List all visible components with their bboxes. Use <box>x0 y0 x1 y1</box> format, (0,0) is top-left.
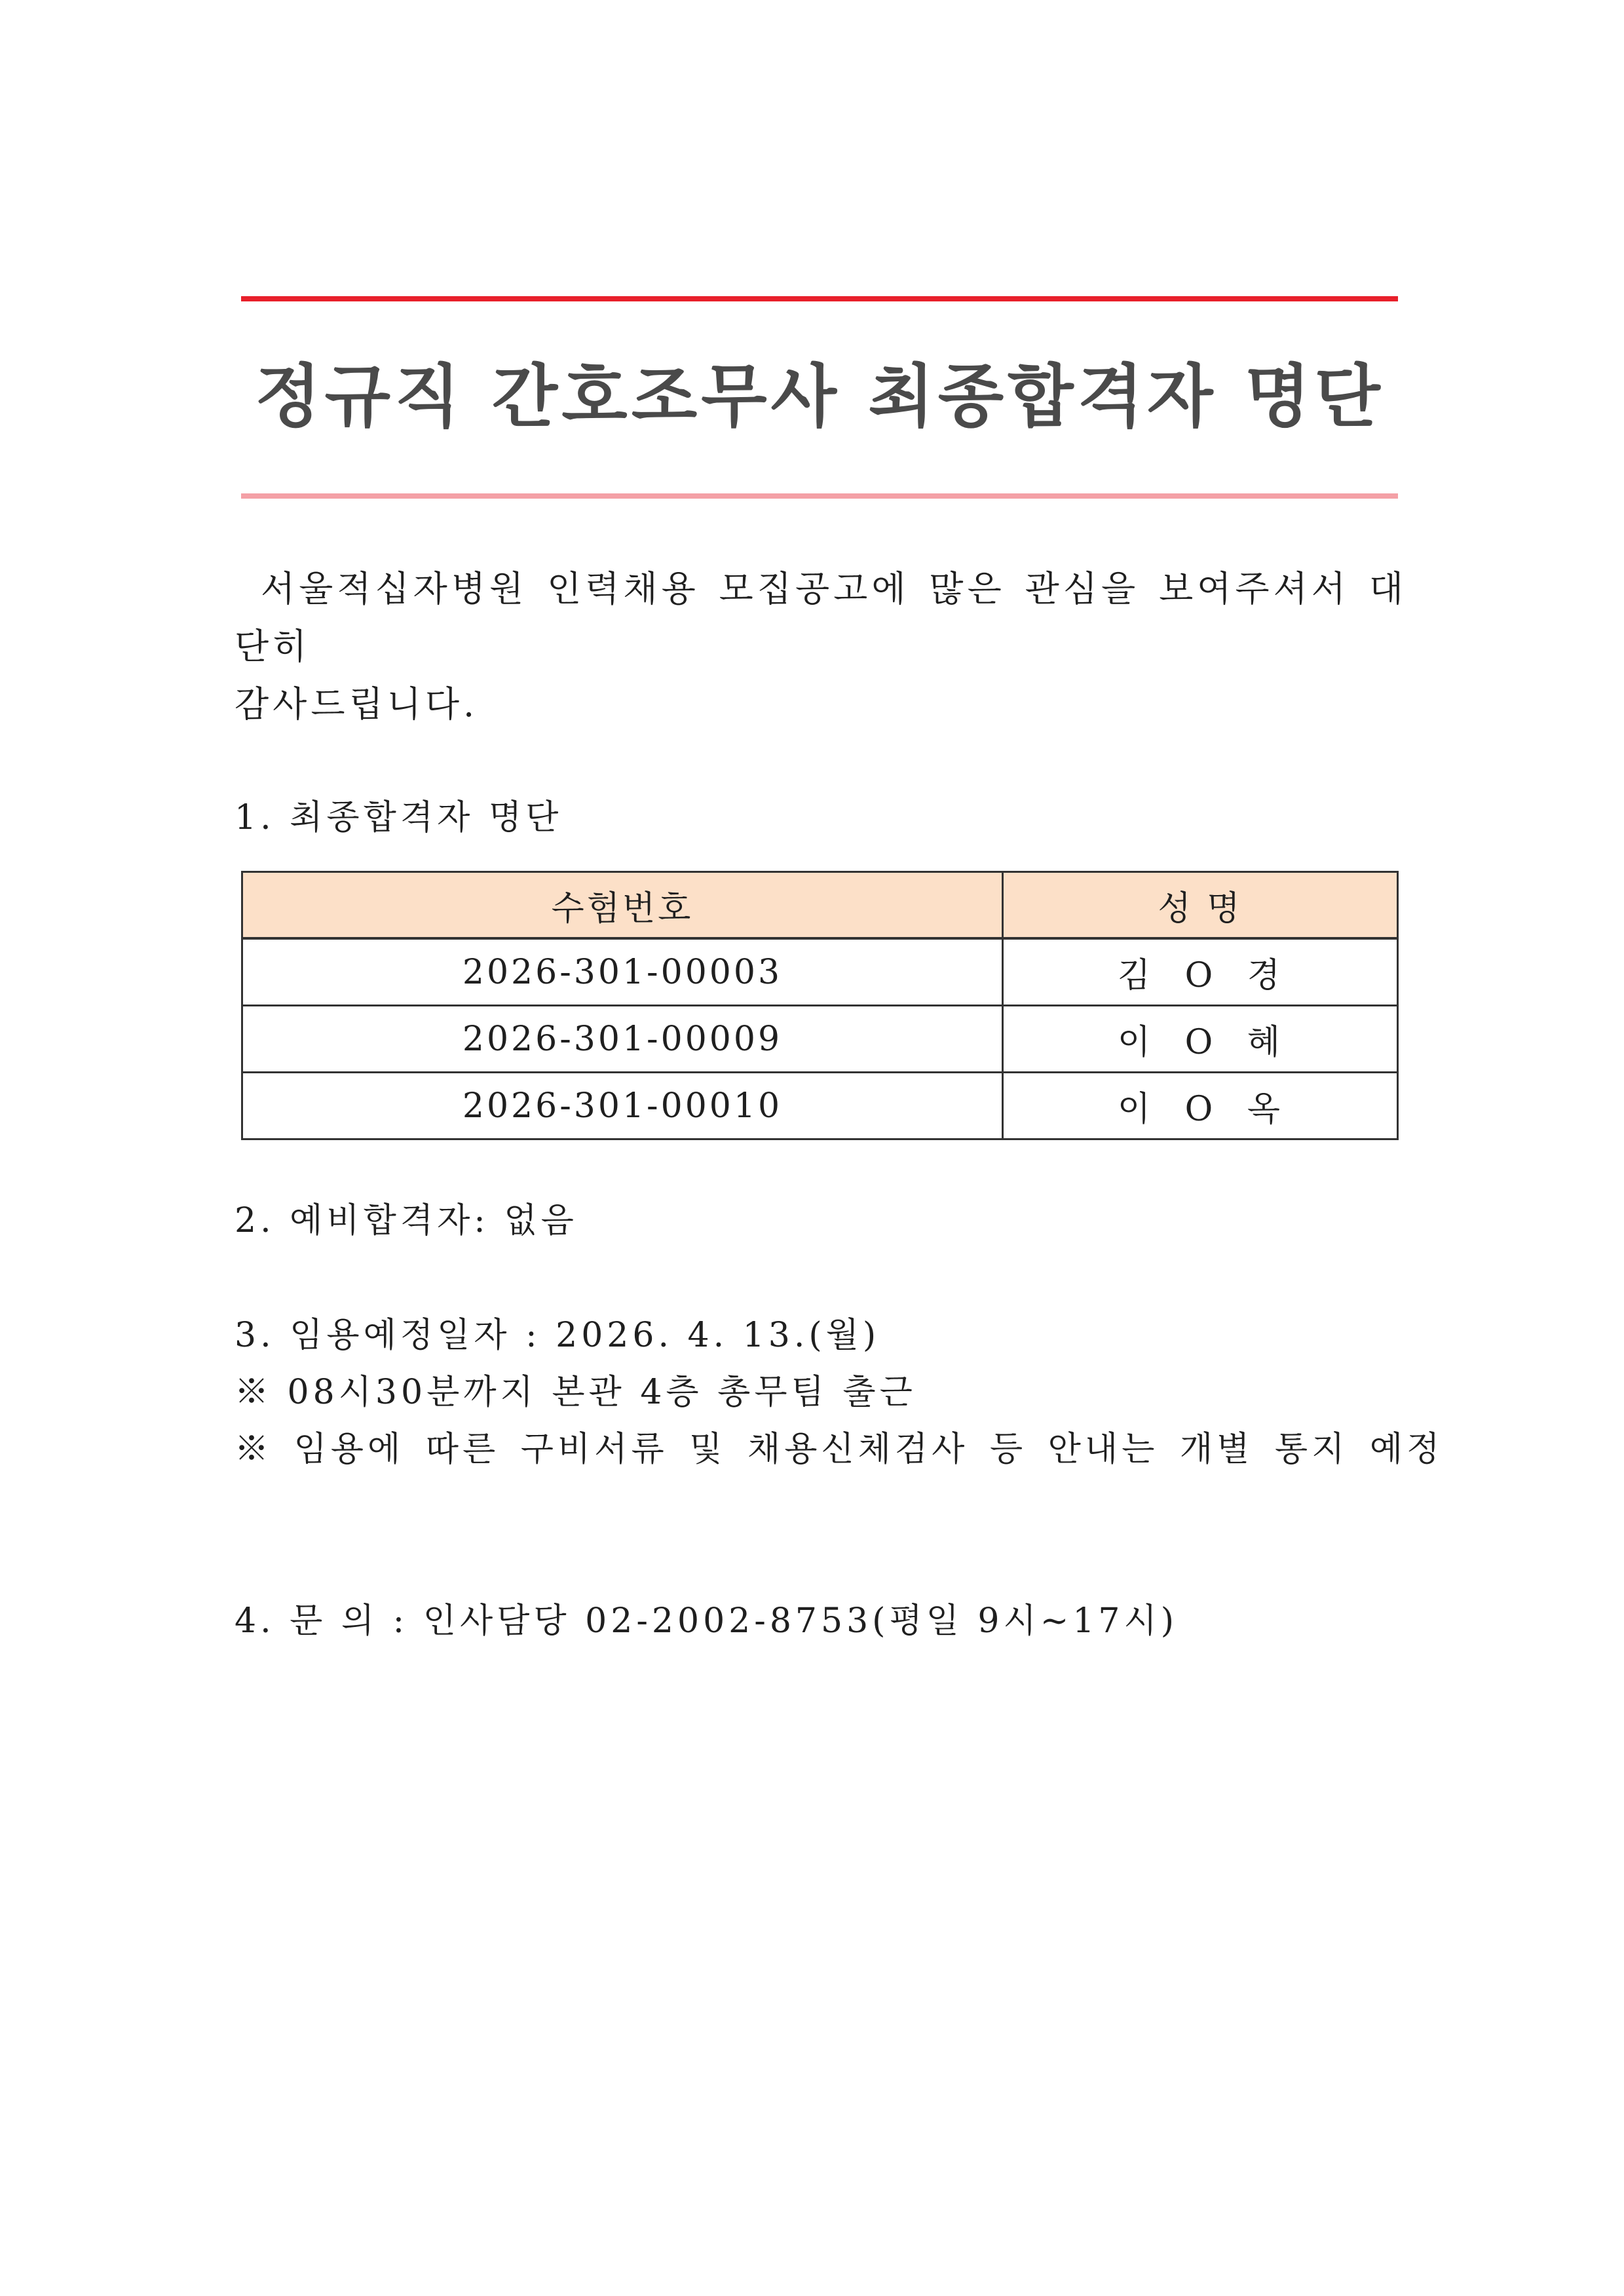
exam-number-cell: 2026-301-00003 <box>242 938 1003 1006</box>
title-bottom-rule <box>241 493 1398 499</box>
section-3-note-1: ※ 08시30분까지 본관 4층 총무팀 출근 <box>235 1373 916 1412</box>
name-cell: 김 O 경 <box>1002 938 1397 1006</box>
exam-number-cell: 2026-301-00009 <box>242 1006 1003 1073</box>
page-title: 정규직 간호조무사 최종합격자 명단 <box>255 356 1384 436</box>
name-cell: 이 O 혜 <box>1002 1006 1397 1073</box>
table-row <box>242 1073 1398 1139</box>
column-header-name: 성 명 <box>1002 872 1397 939</box>
title-top-rule <box>241 296 1398 301</box>
section-3-note-2: ※ 임용에 따른 구비서류 및 채용신체검사 등 안내는 개별 통지 예정 <box>235 1430 1444 1469</box>
finalist-table <box>241 871 1399 1140</box>
column-header-exam-number: 수험번호 <box>242 872 1003 939</box>
section-1-heading: 1. 최종합격자 명단 <box>235 798 563 837</box>
exam-number-cell: 2026-301-00010 <box>242 1073 1003 1139</box>
intro-line-1: 서울적십자병원 인력채용 모집공고에 많은 관심을 보여주셔서 대단히 <box>235 568 1407 667</box>
section-3-heading: 3. 임용예정일자 : 2026. 4. 13.(월) <box>235 1316 880 1355</box>
table-header-row <box>242 872 1398 939</box>
name-cell: 이 O 옥 <box>1002 1073 1397 1139</box>
intro-line-2: 감사드립니다. <box>235 683 479 725</box>
intro-paragraph <box>235 560 1407 733</box>
table-row <box>242 938 1398 1006</box>
section-2-reserve: 2. 예비합격자: 없음 <box>235 1201 578 1240</box>
table-row <box>242 1006 1398 1073</box>
section-4-contact: 4. 문 의 : 인사담당 02-2002-8753(평일 9시~17시) <box>235 1601 1179 1641</box>
